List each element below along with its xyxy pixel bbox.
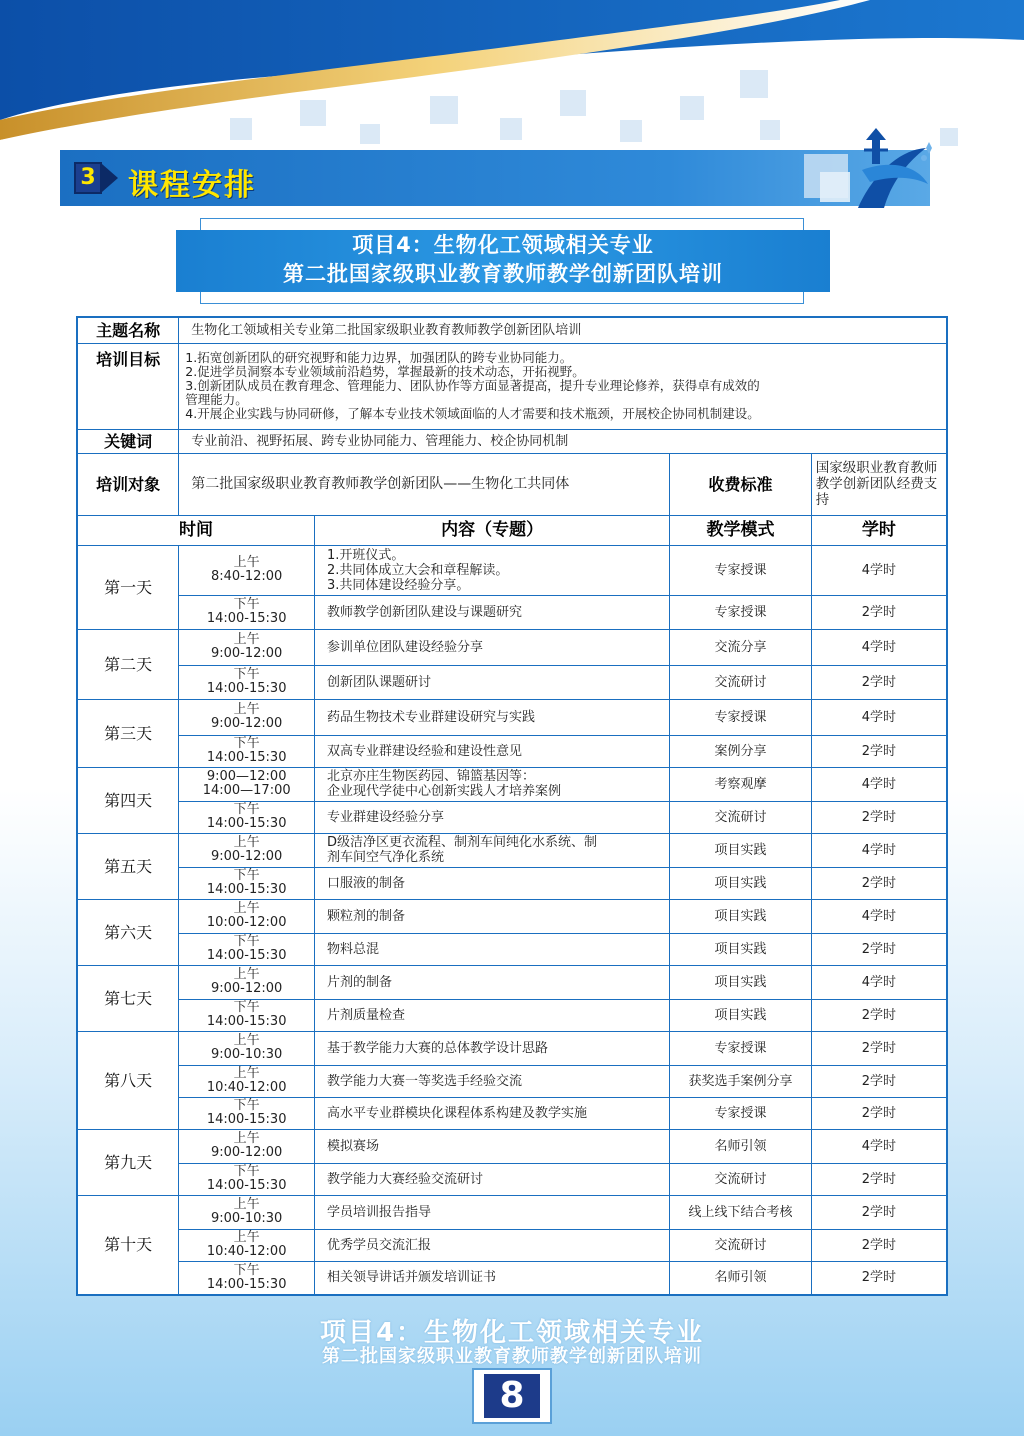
- target-value: 第二批国家级职业教育教师教学创新团队——生物化工共同体: [179, 453, 670, 515]
- session-period: 上午: [233, 1131, 260, 1146]
- session-time: [179, 801, 315, 833]
- goal-row: [77, 343, 947, 429]
- keyword-label: 关键词: [77, 429, 179, 453]
- session-time: [179, 1031, 315, 1065]
- deco-square: [760, 120, 780, 140]
- session-time-range: 14:00-15:30: [206, 681, 287, 696]
- session-content-line: 基于教学能力大赛的总体教学设计思路: [327, 1040, 549, 1056]
- session-period: 下午: [233, 736, 260, 751]
- deco-square: [500, 118, 522, 140]
- session-content: [315, 699, 670, 735]
- session-mode: 交流研讨: [670, 1229, 812, 1261]
- session-content-line: 颗粒剂的制备: [327, 908, 406, 924]
- session-time-range: 14:00-15:30: [206, 1276, 287, 1292]
- section-arrow-icon: [102, 164, 118, 192]
- banner-title-line1: 项目4：生物化工领域相关专业: [352, 233, 654, 257]
- schedule-row: [77, 595, 947, 629]
- session-time: [179, 767, 315, 801]
- session-hours: 2学时: [811, 1163, 947, 1195]
- session-content-line: 参训单位团队建设经验分享: [327, 639, 484, 655]
- session-time: [179, 1065, 315, 1097]
- session-time-range: 9:00-10:30: [210, 1211, 283, 1226]
- session-time: [179, 545, 315, 595]
- session-time-range: 9:00-12:00: [210, 981, 283, 996]
- section-title: 课程安排: [128, 168, 256, 203]
- session-mode: 案例分享: [670, 735, 812, 767]
- session-period: 上午: [233, 1066, 260, 1081]
- session-period: 下午: [233, 667, 260, 682]
- session-hours: 2学时: [811, 595, 947, 629]
- session-content: [315, 1229, 670, 1261]
- session-period: 下午: [233, 1000, 260, 1015]
- session-content-line: 药品生物技术专业群建设研究与实践: [327, 709, 536, 725]
- session-time: [179, 699, 315, 735]
- goal-list: [179, 343, 947, 429]
- session-content-line: 物料总混: [327, 941, 380, 957]
- day-label: 第五天: [77, 833, 179, 899]
- header-time: 时间: [77, 515, 315, 545]
- day-label: 第七天: [77, 965, 179, 1031]
- session-hours: 4学时: [811, 1129, 947, 1163]
- session-mode: 交流研讨: [670, 1163, 812, 1195]
- session-content: [315, 801, 670, 833]
- session-content-line: 1.开班仪式。: [327, 547, 405, 563]
- schedule-row: [77, 833, 947, 867]
- session-content: [315, 665, 670, 699]
- session-hours: 4学时: [811, 965, 947, 999]
- session-content: [315, 545, 670, 595]
- schedule-row: [77, 1031, 947, 1065]
- topic-value: 生物化工领域相关专业第二批国家级职业教育教师教学创新团队培训: [179, 317, 947, 343]
- session-mode: 交流研讨: [670, 801, 812, 833]
- session-time-range: 9:00-12:00: [210, 849, 283, 864]
- session-period: 上午: [233, 835, 260, 850]
- session-hours: 2学时: [811, 801, 947, 833]
- session-time: [179, 1097, 315, 1129]
- session-time-range: 14:00-15:30: [206, 1112, 287, 1127]
- topic-row: [77, 317, 947, 343]
- session-period: 下午: [233, 1262, 260, 1278]
- day-label: 第九天: [77, 1129, 179, 1195]
- schedule-row: [77, 699, 947, 735]
- session-time-range: 14:00-15:30: [206, 816, 287, 831]
- session-time-range: 10:00-12:00: [206, 915, 287, 930]
- session-time-range: 14:00-15:30: [206, 882, 287, 897]
- session-hours: 2学时: [811, 1195, 947, 1229]
- session-time-range: 8:40-12:00: [210, 569, 283, 584]
- header-hours: 学时: [811, 515, 947, 545]
- session-mode: 项目实践: [670, 933, 812, 965]
- session-time: [179, 1229, 315, 1261]
- session-content-line: 2.共同体成立大会和章程解读。: [327, 562, 509, 578]
- session-content-line: 片剂的制备: [327, 974, 393, 990]
- session-content-line: 相关领导讲话并颁发培训证书: [327, 1270, 497, 1286]
- schedule-row: [77, 665, 947, 699]
- day-label: 第二天: [77, 629, 179, 699]
- session-time-range: 14:00-15:30: [206, 750, 287, 765]
- deco-square: [680, 96, 704, 120]
- session-time-range: 9:00-12:00: [210, 1145, 283, 1160]
- session-mode: 名师引领: [670, 1129, 812, 1163]
- session-mode: 项目实践: [670, 999, 812, 1031]
- session-period: 上午: [233, 967, 260, 982]
- page-number-box: [472, 1368, 552, 1424]
- goal-label: 培训目标: [77, 343, 179, 429]
- section-number: 3: [74, 162, 102, 194]
- session-time-range: 9:00-12:00: [210, 646, 283, 661]
- session-content: [315, 833, 670, 867]
- logo-icon: [800, 120, 940, 216]
- session-time: [179, 735, 315, 767]
- session-hours: 2学时: [811, 665, 947, 699]
- schedule-row: [77, 933, 947, 965]
- deco-square: [430, 96, 458, 124]
- session-hours: 2学时: [811, 1031, 947, 1065]
- session-time-range: 10:40-12:00: [206, 1080, 287, 1095]
- target-label: 培训对象: [77, 453, 179, 515]
- day-label: 第十天: [77, 1195, 179, 1295]
- session-hours: 2学时: [811, 1097, 947, 1129]
- session-content: [315, 933, 670, 965]
- session-content-line: 学员培训报告指导: [327, 1204, 432, 1220]
- schedule-row: [77, 867, 947, 899]
- session-time: [179, 1195, 315, 1229]
- session-mode: 专家授课: [670, 595, 812, 629]
- session-content-line: 高水平专业群模块化课程体系构建及教学实施: [327, 1105, 588, 1121]
- day-label: 第一天: [77, 545, 179, 629]
- session-content: [315, 899, 670, 933]
- deco-square: [740, 70, 768, 98]
- session-hours: 4学时: [811, 699, 947, 735]
- deco-square: [230, 118, 252, 140]
- session-content-line: 教师教学创新团队建设与课题研究: [327, 604, 523, 620]
- session-content-line: 教学能力大赛经验交流研讨: [327, 1171, 484, 1187]
- session-content: [315, 1195, 670, 1229]
- keyword-value: 专业前沿、视野拓展、跨专业协同能力、管理能力、校企协同机制: [179, 429, 947, 453]
- target-row: [77, 453, 947, 515]
- session-mode: 专家授课: [670, 1097, 812, 1129]
- page-number: 8: [484, 1374, 540, 1418]
- session-mode: 名师引领: [670, 1261, 812, 1295]
- fee-label: 收费标准: [670, 453, 812, 515]
- session-time: [179, 629, 315, 665]
- footer-title-line1: 项目4：生物化工领域相关专业: [319, 1318, 705, 1348]
- schedule-row: [77, 735, 947, 767]
- day-label: 第六天: [77, 899, 179, 965]
- session-period: 下午: [233, 934, 260, 949]
- session-mode: 交流研讨: [670, 665, 812, 699]
- session-period: 上午: [233, 1230, 260, 1245]
- goal-item: 2.促进学员洞察本专业领域前沿趋势，掌握最新的技术动态，开拓视野。: [185, 364, 585, 379]
- session-period: 上午: [233, 555, 260, 570]
- session-content: [315, 735, 670, 767]
- session-period: 上午: [233, 1033, 260, 1048]
- course-schedule-table: [76, 316, 948, 1296]
- session-content: [315, 1097, 670, 1129]
- session-time: [179, 1261, 315, 1295]
- session-hours: 2学时: [811, 1229, 947, 1261]
- session-mode: 专家授课: [670, 545, 812, 595]
- schedule-row: [77, 1195, 947, 1229]
- session-mode: 项目实践: [670, 965, 812, 999]
- session-content: [315, 1031, 670, 1065]
- schedule-row: [77, 1129, 947, 1163]
- session-period: 上午: [233, 632, 260, 647]
- session-period: 下午: [233, 1164, 260, 1179]
- session-hours: 2学时: [811, 867, 947, 899]
- header-content: 内容（专题）: [315, 515, 670, 545]
- session-mode: 获奖选手案例分享: [670, 1065, 812, 1097]
- session-period: 下午: [233, 802, 260, 817]
- schedule-row: [77, 629, 947, 665]
- session-content-line: 片剂质量检查: [327, 1007, 406, 1023]
- session-content-line: 3.共同体建设经验分享。: [327, 577, 470, 593]
- session-time-range: 14:00—17:00: [202, 783, 291, 798]
- session-time-range: 10:40-12:00: [206, 1244, 287, 1259]
- session-time: [179, 833, 315, 867]
- schedule-row: [77, 965, 947, 999]
- session-time: [179, 665, 315, 699]
- session-content-line: 教学能力大赛一等奖选手经验交流: [327, 1073, 523, 1089]
- session-content: [315, 1065, 670, 1097]
- banner-title-line2: 第二批国家级职业教育教师教学创新团队培训: [283, 262, 723, 286]
- session-time: [179, 595, 315, 629]
- goal-item: 3.创新团队成员在教育理念、管理能力、团队协作等方面显著提高，提升专业理论修养，获得卓有成效的: [185, 378, 760, 393]
- deco-square: [300, 100, 326, 126]
- keyword-row: [77, 429, 947, 453]
- session-period: 下午: [233, 1098, 260, 1113]
- session-period: 下午: [233, 868, 260, 883]
- session-mode: 线上线下结合考核: [670, 1195, 812, 1229]
- session-time: [179, 999, 315, 1031]
- schedule-row: [77, 1065, 947, 1097]
- goal-item: 管理能力。: [185, 392, 248, 407]
- session-period: 上午: [233, 901, 260, 916]
- schedule-row: [77, 801, 947, 833]
- session-hours: 2学时: [811, 999, 947, 1031]
- session-period: 上午: [233, 1197, 260, 1212]
- session-mode: 项目实践: [670, 833, 812, 867]
- schedule-row: [77, 545, 947, 595]
- session-time-range: 14:00-15:30: [206, 948, 287, 963]
- schedule-row: [77, 1229, 947, 1261]
- session-content-line: 模拟赛场: [327, 1138, 380, 1154]
- session-content-line: 双高专业群建设经验和建设性意见: [327, 743, 523, 759]
- session-mode: 项目实践: [670, 867, 812, 899]
- session-content: [315, 1163, 670, 1195]
- session-content: [315, 867, 670, 899]
- day-label: 第八天: [77, 1031, 179, 1129]
- session-hours: 4学时: [811, 629, 947, 665]
- schedule-row: [77, 899, 947, 933]
- session-period: 下午: [233, 597, 260, 612]
- session-time-range: 14:00-15:30: [206, 611, 287, 626]
- session-hours: 2学时: [811, 1261, 947, 1295]
- session-content-line: 北京亦庄生物医药园、锦篮基因等：: [327, 769, 536, 784]
- schedule-row: [77, 999, 947, 1031]
- schedule-row: [77, 1261, 947, 1295]
- logo: [800, 120, 940, 216]
- deco-square: [940, 128, 958, 146]
- session-hours: 2学时: [811, 1065, 947, 1097]
- session-time: [179, 867, 315, 899]
- session-hours: 4学时: [811, 833, 947, 867]
- session-time: [179, 899, 315, 933]
- day-label: 第三天: [77, 699, 179, 767]
- schedule-row: [77, 1163, 947, 1195]
- session-content: [315, 629, 670, 665]
- footer-title-line2: 第二批国家级职业教育教师教学创新团队培训: [322, 1346, 702, 1367]
- session-period: 9:00—12:00: [206, 769, 287, 784]
- session-period: 上午: [233, 702, 260, 717]
- session-mode: 专家授课: [670, 1031, 812, 1065]
- session-content: [315, 595, 670, 629]
- schedule-header-row: [77, 515, 947, 545]
- session-mode: 专家授课: [670, 699, 812, 735]
- session-content: [315, 767, 670, 801]
- session-mode: 考察观摩: [670, 767, 812, 801]
- session-content-line: 剂车间空气净化系统: [327, 850, 445, 865]
- session-content-line: D级洁净区更衣流程、制剂车间纯化水系统、制: [327, 835, 598, 850]
- session-content: [315, 1261, 670, 1295]
- session-content: [315, 999, 670, 1031]
- schedule-row: [77, 767, 947, 801]
- session-content: [315, 965, 670, 999]
- schedule-row: [77, 1097, 947, 1129]
- session-time-range: 14:00-15:30: [206, 1014, 287, 1029]
- session-mode: 项目实践: [670, 899, 812, 933]
- session-mode: 交流分享: [670, 629, 812, 665]
- session-content-line: 创新团队课题研讨: [327, 674, 432, 690]
- title-banner: [176, 230, 830, 292]
- session-hours: 4学时: [811, 899, 947, 933]
- fee-value: 国家级职业教育教师教学创新团队经费支持: [811, 453, 947, 515]
- deco-square: [620, 120, 642, 142]
- header-mode: 教学模式: [670, 515, 812, 545]
- goal-item: 1.拓宽创新团队的研究视野和能力边界，加强团队的跨专业协同能力。: [185, 350, 573, 365]
- deco-square: [360, 124, 380, 144]
- session-time: [179, 933, 315, 965]
- session-time: [179, 1163, 315, 1195]
- session-hours: 4学时: [811, 545, 947, 595]
- session-content-line: 企业现代学徒中心创新实践人才培养案例: [327, 784, 562, 799]
- session-content-line: 优秀学员交流汇报: [327, 1237, 432, 1253]
- session-time-range: 9:00-12:00: [210, 716, 283, 731]
- session-time: [179, 1129, 315, 1163]
- session-hours: 2学时: [811, 933, 947, 965]
- topic-label: 主题名称: [77, 317, 179, 343]
- session-time-range: 9:00-10:30: [210, 1047, 283, 1062]
- goal-item: 4.开展企业实践与协同研修，了解本专业技术领域面临的人才需要和技术瓶颈，开展校企协同机制建设。: [185, 406, 760, 421]
- session-hours: 2学时: [811, 735, 947, 767]
- session-time: [179, 965, 315, 999]
- session-content-line: 专业群建设经验分享: [327, 809, 445, 825]
- session-time-range: 14:00-15:30: [206, 1178, 287, 1193]
- session-content: [315, 1129, 670, 1163]
- deco-square: [560, 90, 586, 116]
- session-hours: 4学时: [811, 767, 947, 801]
- session-content-line: 口服液的制备: [327, 875, 406, 891]
- day-label: 第四天: [77, 767, 179, 833]
